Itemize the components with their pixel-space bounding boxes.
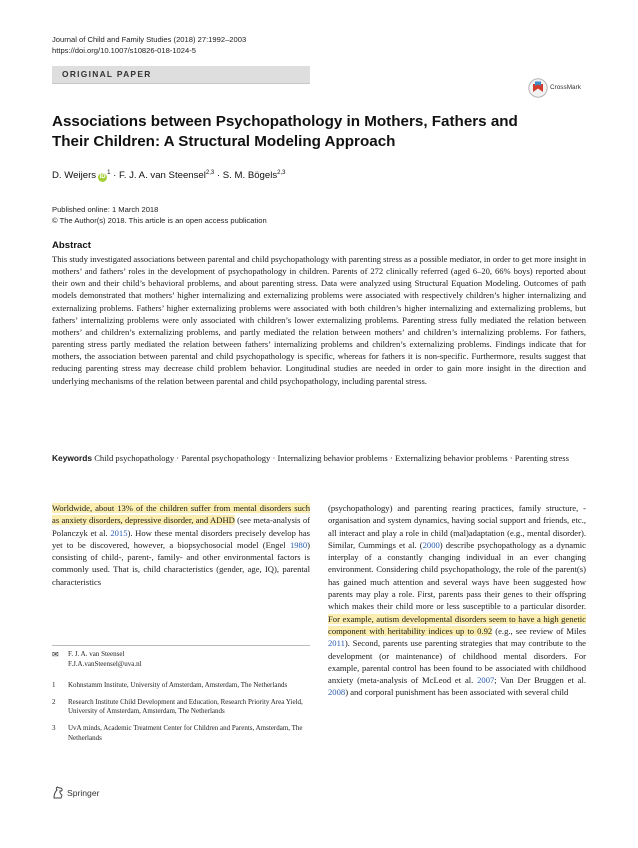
keyword: Externalizing behavior problems [394,453,508,463]
envelope-icon: ✉ [52,650,59,659]
body-text: ) describe psychopathology as a dynamic interplay of a constantly changing individual in an ever changing environment. Considering child psychopathology, the role of the parent(s) has gained much attention and several ways have been suggested how parents may play a role. First, parents pass their genes to their offspring which makes their child more or less susceptible to a particular disorder. [328,539,586,612]
corresponding-author [52,650,310,669]
keyword-separator: · [387,453,395,463]
body-text: ) consisting of child-, parent-, family- and other environmental factors is commonly used. That is, child characteristics (gender, age, IQ), parental characteristics [52,539,310,587]
citation-link[interactable]: 2007 [477,675,495,686]
body-column-left [52,502,310,588]
author-affiliation-marker: 2,3 [205,170,215,176]
author-name[interactable]: F. J. A. van Steensel [118,170,206,182]
body-text: ) and corporal punishment has been associated with several child [345,687,569,698]
section-label: ORIGINAL PAPER [62,69,152,79]
author-separator: · [214,170,223,182]
contact-name: F. J. A. van Steensel [68,650,125,658]
keyword: Internalizing behavior problems [277,453,388,463]
author-separator: · [110,170,119,182]
publisher-footer [52,786,99,799]
body-text: (see meta-analysis of Polanczyk et al. [52,515,310,538]
keyword-separator: · [270,453,278,463]
article-title: Associations between Psychopathology in Mothers, Fathers and Their Children: A Structural Modeling Approach [52,113,518,150]
publication-info [52,205,267,226]
author-affiliation-marker: 2,3 [277,170,286,176]
abstract-heading: Abstract [52,240,91,251]
author-affiliation-marker: 1 [107,170,111,176]
keyword: Child psychopathology [94,453,175,463]
orcid-icon[interactable]: iD [99,174,106,181]
journal-header [52,34,246,56]
contact-email[interactable]: F.J.A.vanSteensel@uva.nl [68,659,142,668]
keywords [52,452,586,465]
highlighted-text: For example, autism developmental disorders seem to have a high genetic component with heritability indices up to 0.92 [328,613,586,636]
doi-link[interactable]: https://doi.org/10.1007/s10826-018-1024-5 [52,46,196,55]
affiliation-item [52,724,310,743]
keywords-label: Keywords [52,453,93,463]
affiliation-text: Research Institute Child Development and Education, Research Priority Area Yield, University of Amsterdam, Amsterdam, The Netherlands [68,697,303,716]
crossmark-badge[interactable] [528,78,588,102]
springer-horse-icon [52,786,64,799]
body-text: ). How these mental disorders precisely develop has yet to be discovered, however, a biopsychosocial model (Engel [52,527,311,550]
keyword: Parental psychopathology [181,453,271,463]
license-note: © The Author(s) 2018. This article is an open access publication [52,215,267,225]
body-text: (e.g., see review of Miles [492,625,586,636]
affiliation-text: UvA minds, Academic Treatment Center for Children and Parents, Amsterdam, The Netherlands [68,723,303,742]
crossmark-icon [528,78,548,98]
citation-link[interactable]: 2008 [328,687,346,698]
journal-citation: Journal of Child and Family Studies (2018) 27:1992–2003 [52,35,247,44]
body-text: ; Van Der Bruggen et al. [494,675,586,686]
body-text: (psychopathology) and parenting rearing practices, family structure, -organisation and system dynamics, having social support and friends, etc., all interact and play a role in child (mal)adaptation (e.g., mental disorder). Similar, Cummings et al. ( [328,503,586,550]
section-label-bar [52,66,310,84]
footnotes [52,650,310,750]
affiliation-marker: 1 [52,681,56,690]
author-name[interactable]: D. Weijers [52,170,97,182]
affiliation-item [52,681,310,691]
published-date: Published online: 1 March 2018 [52,205,159,214]
affiliation-marker: 2 [52,697,56,706]
citation-link[interactable]: 2011 [328,638,345,649]
body-column-right [328,502,586,699]
affiliation-text: Kohnstamm Institute, University of Amsterdam, Amsterdam, The Netherlands [68,681,288,690]
footnote-divider [52,645,310,646]
abstract-text: This study investigated associations between parental and child psychopathology with parenting stress as a possible mediator, in order to get more insight in mothers’ and fathers’ roles in the development of psychopathology in children. Parents of 272 clinically referred (aged 6–20, 66% boys) reported about their own and their child’s behavioral problems, and about parenting stress. Data were analyzed using Structural Equation Modeling. Outcomes of path models demonstrated that mothers’ higher internalizing and externalizing problems were associated with respectively children’s higher internalizing and externalizing problems. Fathers’ higher externalizing problems were associated with both children’s higher internalizing and externalizing problems, but fathers’ internalizing problems were only associated with children’s lower externalizing problems. Parenting stress fully mediated the relation between mothers’ and children’s externalizing problems, and partly mediated the relation between mothers’ and children’s internalizing problems. For fathers, parenting stress partly mediated the relation between fathers’ internalizing problems and children’s externalizing problems. Findings indicate that for mothers, the association between parental and child psychopathology is specific, whereas for fathers it is non-specific. Furthermore, results suggest that reducing parenting stress may decrease child problem behavior. Longitudinal studies are needed in order to gain more insight in the direction and underlying mechanisms of the relation between parental and child psychopathology, including parental stress. [52,254,586,386]
author-name[interactable]: S. M. Bögels [222,170,278,182]
highlighted-text: Worldwide, about 13% of the children suffer from mental disorders such as anxiety disorders, depressive disorder, and ADHD [52,503,310,526]
publisher-name: Springer [67,788,100,798]
keyword-separator: · [507,453,515,463]
body-text: ). Second, parents use parenting strategies that may contribute to the development (or maintenance) of childhood mental disorders. For example, parental control has been found to be associated with childhood anxiety (meta-analysis of McLeod et al. [328,638,586,686]
citation-link[interactable]: 2015 [110,527,128,538]
citation-link[interactable]: 1980 [289,539,308,550]
crossmark-label: CrossMark [550,84,581,91]
keyword-separator: · [174,453,182,463]
affiliation-item [52,698,310,717]
author-list [52,170,286,182]
affiliation-marker: 3 [52,723,56,732]
citation-link[interactable]: 2000 [422,539,440,550]
keyword: Parenting stress [514,453,569,463]
